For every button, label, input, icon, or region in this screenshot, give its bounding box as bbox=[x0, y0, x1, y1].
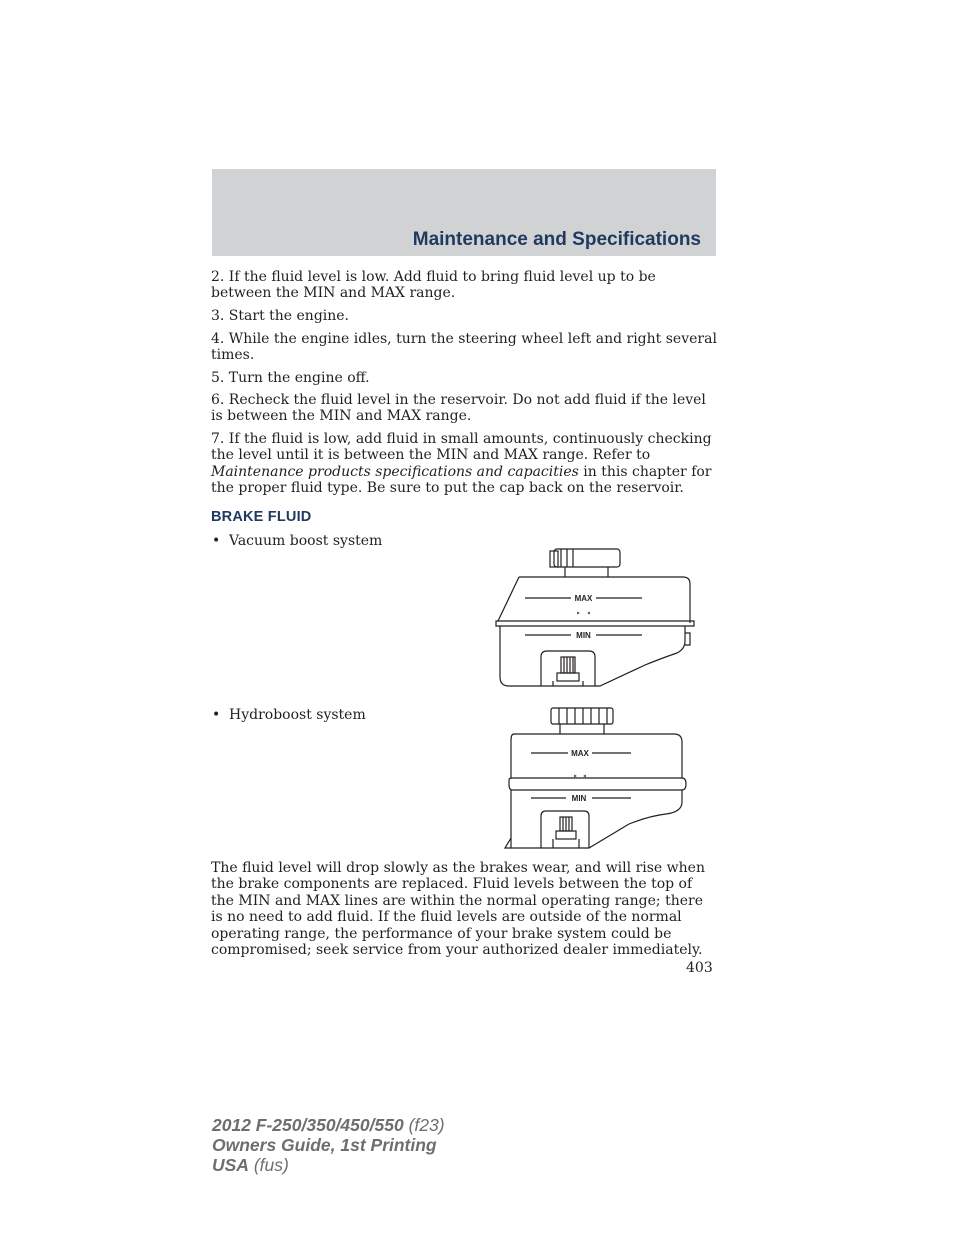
connector-legs bbox=[553, 839, 579, 848]
bullet-dot: • bbox=[212, 533, 221, 549]
connector-base bbox=[557, 673, 579, 681]
reservoir-cap bbox=[551, 708, 613, 724]
vacuum-boost-reservoir-illustration bbox=[495, 545, 697, 691]
footer-model: 2012 F-250/350/450/550 bbox=[212, 1115, 404, 1135]
cap-neck bbox=[565, 567, 608, 577]
brake-fluid-heading: BRAKE FLUID bbox=[211, 509, 312, 525]
section-header-band bbox=[212, 169, 716, 256]
reservoir-top bbox=[514, 734, 682, 778]
min-label: MIN bbox=[571, 794, 587, 803]
step-5-text: 5. Turn the engine off. bbox=[211, 370, 370, 386]
document-footer bbox=[212, 1115, 445, 1175]
footer-line-1 bbox=[212, 1115, 445, 1135]
cross-reference-link: Maintenance products specifications and capacities bbox=[211, 463, 579, 480]
page-number: 403 bbox=[686, 960, 713, 976]
footer-model-code: (f23) bbox=[403, 1115, 445, 1135]
connector-base bbox=[556, 831, 576, 839]
footer-region: USA bbox=[212, 1155, 249, 1175]
cap-ribs bbox=[561, 549, 573, 567]
bullet-dot: • bbox=[212, 707, 221, 723]
step-7-before: 7. If the fluid is low, add fluid in small amounts, continuously checking the level until it is between the MIN and MAX range. Refer to bbox=[211, 431, 712, 464]
bullet-label: Vacuum boost system bbox=[229, 533, 383, 549]
fill-arrows bbox=[574, 775, 586, 777]
section-title: Maintenance and Specifications bbox=[412, 229, 701, 250]
footer-region-code: (fus) bbox=[248, 1155, 289, 1175]
reservoir-flange bbox=[496, 621, 694, 626]
step-6-text: 6. Recheck the fluid level in the reservoir. Do not add fluid if the level is between the MIN and MAX range. bbox=[211, 392, 706, 425]
max-label: MAX bbox=[574, 594, 593, 603]
step-4-text: 4. While the engine idles, turn the steering wheel left and right several times. bbox=[211, 331, 717, 364]
cap-ribs bbox=[559, 708, 607, 724]
step-2-text: 2. If the fluid level is low. Add fluid to bring fluid level up to be between the MIN and MAX range. bbox=[211, 269, 656, 302]
hydroboost-reservoir-illustration bbox=[504, 704, 690, 852]
step-3-text: 3. Start the engine. bbox=[211, 308, 350, 324]
bullet-label: Hydroboost system bbox=[229, 707, 366, 723]
connector-pins bbox=[563, 817, 569, 831]
connector-pins bbox=[564, 657, 573, 673]
cap-neck bbox=[560, 724, 604, 734]
connector-legs bbox=[553, 681, 583, 686]
min-label: MIN bbox=[576, 631, 591, 640]
reservoir-nub bbox=[685, 633, 690, 645]
reservoir-lower-body bbox=[511, 790, 682, 848]
step-7-after: in this chapter for the proper fluid type. Be sure to put the cap back on the reservoir. bbox=[211, 463, 712, 497]
max-label: MAX bbox=[571, 749, 589, 758]
reservoir-cap bbox=[554, 549, 620, 567]
reservoir-left-upper bbox=[511, 734, 514, 778]
reservoir-foot bbox=[505, 838, 511, 848]
reservoir-slope bbox=[498, 577, 519, 621]
bullet-hydroboost bbox=[212, 707, 366, 723]
footer-line-3 bbox=[212, 1155, 445, 1175]
bullet-vacuum-boost bbox=[212, 533, 382, 549]
fill-arrows bbox=[577, 612, 590, 614]
footer-line-2: Owners Guide, 1st Printing bbox=[212, 1135, 437, 1155]
reservoir-top bbox=[519, 577, 690, 623]
step-7-text bbox=[211, 431, 719, 497]
reservoir-band bbox=[509, 778, 686, 790]
brake-fluid-paragraph: The fluid level will drop slowly as the brakes wear, and will rise when the brake components are replaced. Fluid levels between the top of the MIN and MAX lines are within the normal operating range; there is no need to add fluid. If the fluid levels are outside of the normal operating range, the performance of your brake system could be compromised; seek service from your authorized dealer immediately. bbox=[211, 860, 705, 959]
